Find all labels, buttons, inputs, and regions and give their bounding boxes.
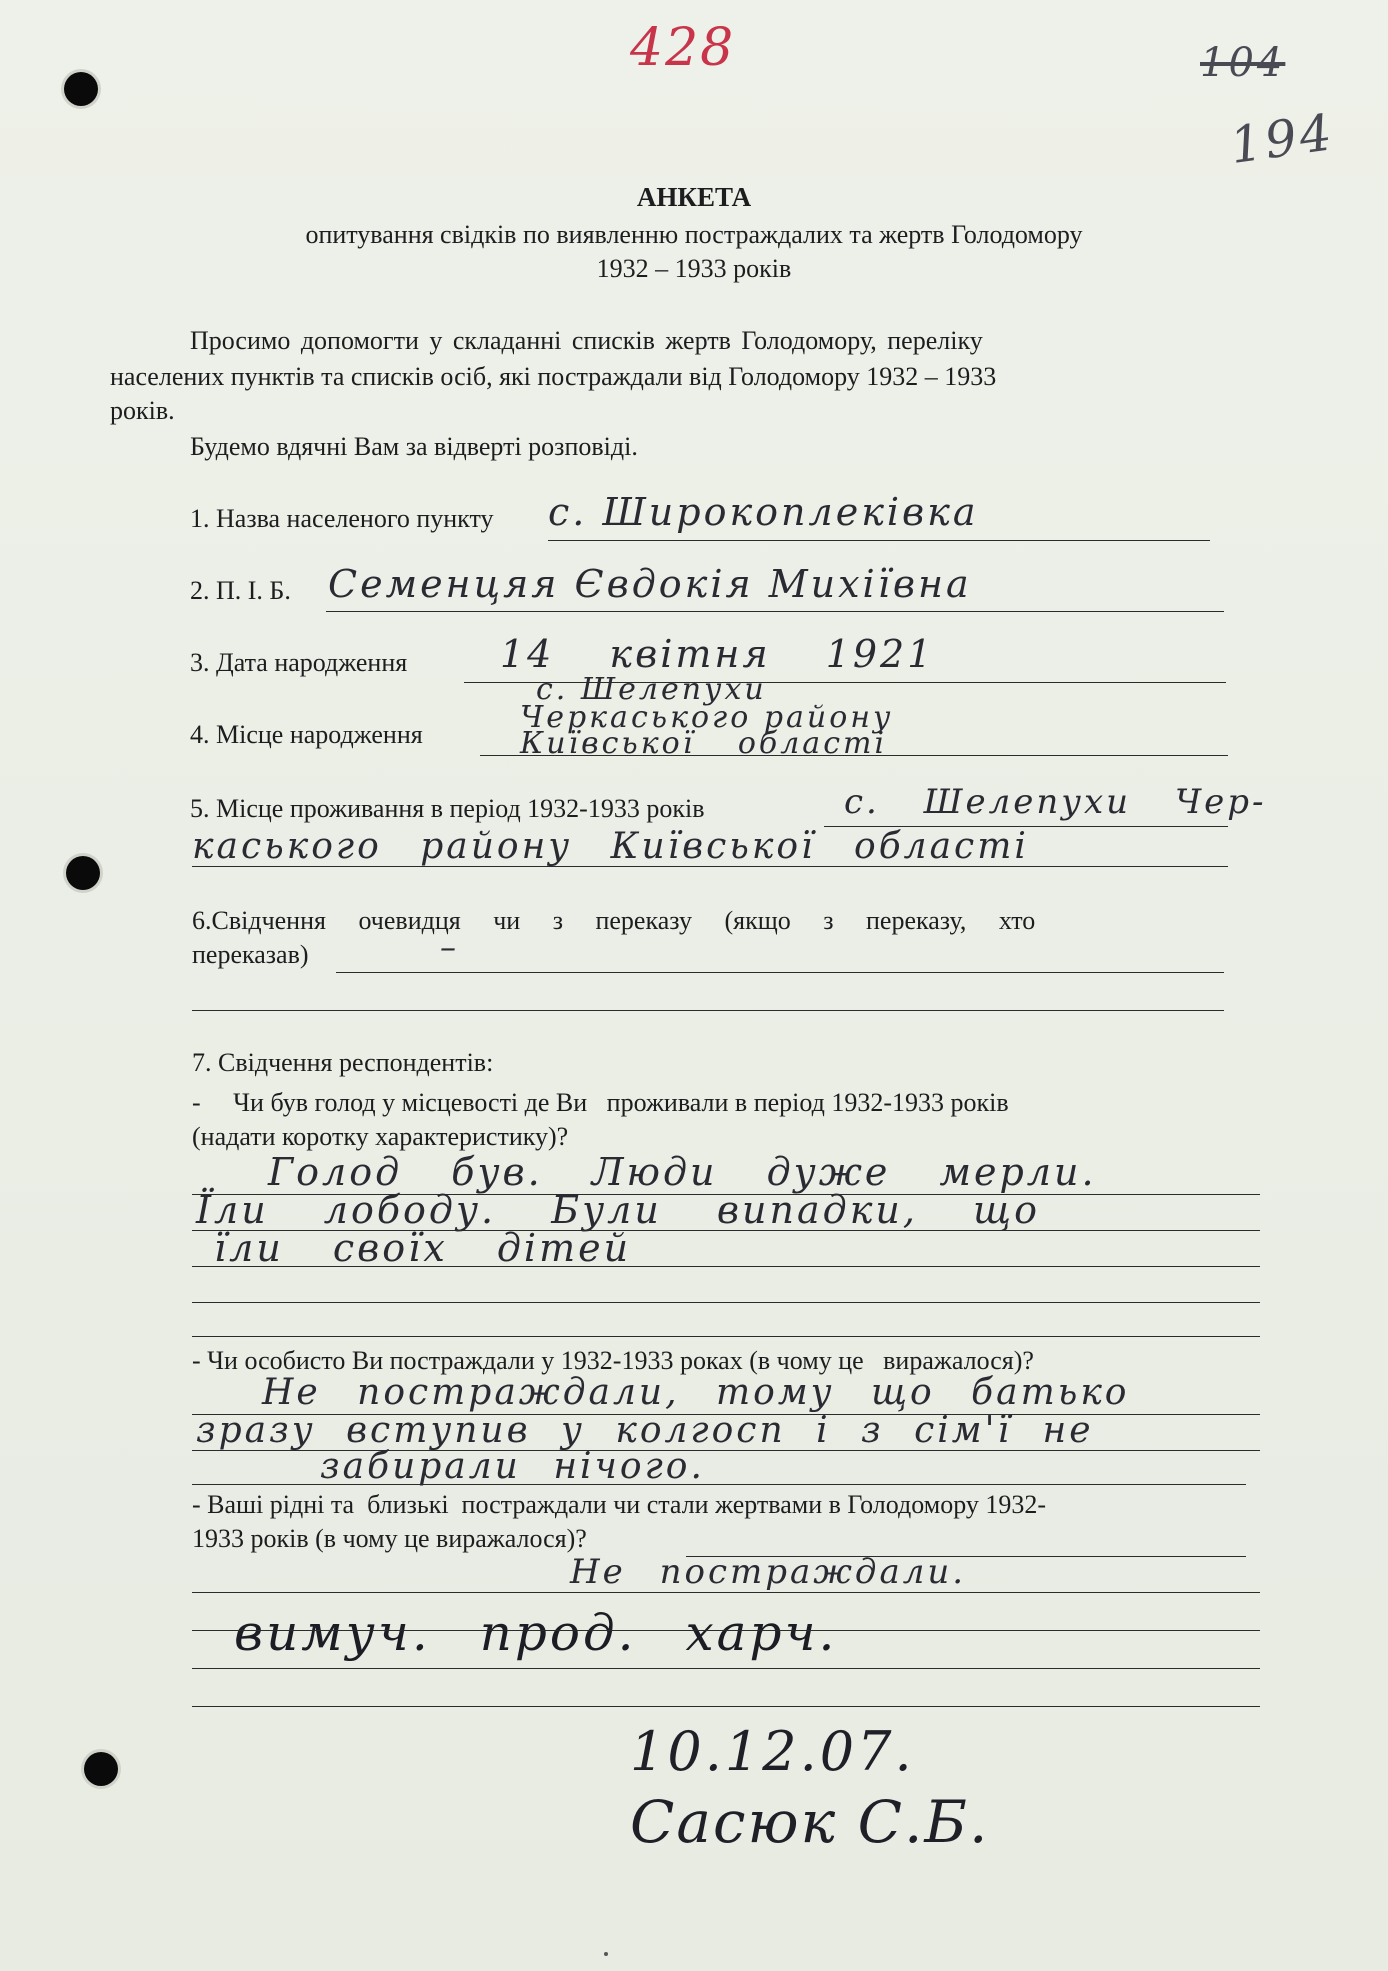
q6-answer-value: – — [440, 928, 459, 966]
form-subtitle: опитування свідків по виявленню постраждалих та жертв Голодомору — [305, 220, 1083, 249]
q5-underline-2 — [192, 866, 1228, 867]
s7-q2: - Чи особисто Ви постраждали у 1932-1933 роках (в чому це виражалося)? — [192, 1346, 1034, 1375]
intro-line-1: Просимо допомогти у складанні списків жертв Голодомору, переліку — [190, 326, 983, 355]
stray-dot — [604, 1952, 608, 1956]
s7-q3-underline-3 — [192, 1630, 1260, 1631]
q4-birthplace-line-3: Київської області — [520, 726, 888, 761]
q3-label: 3. Дата народження — [190, 648, 408, 677]
q4-underline — [480, 755, 1228, 756]
q4-birthplace-line-1: с. Шелепухи — [536, 672, 767, 707]
intro-line-3: років. — [110, 396, 175, 425]
intro-line-2: населених пунктів та списків осіб, які постраждали від Голодомору 1932 – 1933 — [110, 362, 997, 391]
s7-q3-underline-2 — [192, 1592, 1260, 1593]
crossed-page-number: 104 — [1200, 40, 1286, 86]
form-years: 1932 – 1933 років — [596, 254, 792, 283]
s7-note: вимуч. прод. харч. — [234, 1604, 838, 1662]
form-title: АНКЕТА — [636, 182, 752, 212]
binder-hole-top — [64, 72, 98, 106]
s7-q3-underline-4 — [192, 1668, 1260, 1669]
s7-a1-line-2: Їли лободу. Були випадки, що — [196, 1188, 1040, 1232]
s7-a2-line-3: забирали нічого. — [320, 1446, 705, 1487]
section7-heading: 7. Свідчення респондентів: — [192, 1048, 494, 1077]
q6-underline-1 — [336, 972, 1224, 973]
q6-question-line-2: переказав) — [192, 940, 309, 969]
q6-underline-2 — [192, 1010, 1224, 1011]
interview-date: 10.12.07. — [630, 1720, 915, 1783]
s7-q3-line-1: - Ваші рідні та близькі постраждали чи стали жертвами в Голодомору 1932- — [192, 1490, 1047, 1519]
s7-a2-line-2: зразу вступив у колгосп і з сім'ї не — [196, 1410, 1094, 1451]
q1-settlement-value: с. Широкоплеківка — [548, 490, 979, 534]
s7-q1-line-2: (надати коротку характеристику)? — [192, 1122, 569, 1151]
s7-a1-line-1: Голод був. Люди дуже мерли. — [268, 1150, 1097, 1194]
q2-name-value: Семенцяя Євдокія Михіївна — [328, 562, 972, 606]
s7-q3-line-2: 1933 років (в чому це виражалося)? — [192, 1524, 587, 1553]
q3-birthdate-value: 14 квітня 1921 — [500, 632, 935, 676]
q2-underline — [326, 611, 1224, 612]
q5-label: 5. Місце проживання в період 1932-1933 років — [190, 794, 705, 823]
s7-a1-line-3: їли своїх дітей — [214, 1226, 632, 1270]
s7-a1-underline-4 — [192, 1302, 1260, 1303]
s7-a2-line-1: Не постраждали, тому що батько — [262, 1372, 1130, 1413]
s7-a1-underline-3 — [192, 1266, 1260, 1267]
q5-residence-line-2: каського району Київської області — [192, 826, 1029, 867]
interviewer-signature: Сасюк С.Б. — [630, 1788, 990, 1856]
q6-question-line-1: 6.Свідчення очевидця чи з переказу (якщо з переказу, хто — [192, 906, 1036, 935]
q5-residence-line-1: с. Шелепухи Чер- — [844, 782, 1267, 822]
binder-hole-bottom — [84, 1752, 118, 1786]
q1-label: 1. Назва населеного пункту — [190, 504, 494, 533]
q1-underline — [548, 540, 1210, 541]
s7-q3-underline-5 — [192, 1706, 1260, 1707]
s7-q1-line-1: - Чи був голод у місцевості де Ви проживали в період 1932-1933 років — [192, 1088, 1009, 1117]
q2-label: 2. П. І. Б. — [190, 576, 291, 605]
s7-a1-underline-5 — [192, 1336, 1260, 1337]
page-number: 194 — [1226, 103, 1338, 175]
intro-line-4: Будемо вдячні Вам за відверті розповіді. — [190, 432, 638, 461]
binder-hole-middle — [66, 856, 100, 890]
archive-number: 428 — [630, 18, 736, 78]
q4-birthplace-line-2: Черкаського району — [520, 700, 894, 735]
q4-label: 4. Місце народження — [190, 720, 423, 749]
s7-a3: Не постраждали. — [570, 1552, 967, 1592]
s7-a2-underline-3 — [192, 1484, 1246, 1485]
